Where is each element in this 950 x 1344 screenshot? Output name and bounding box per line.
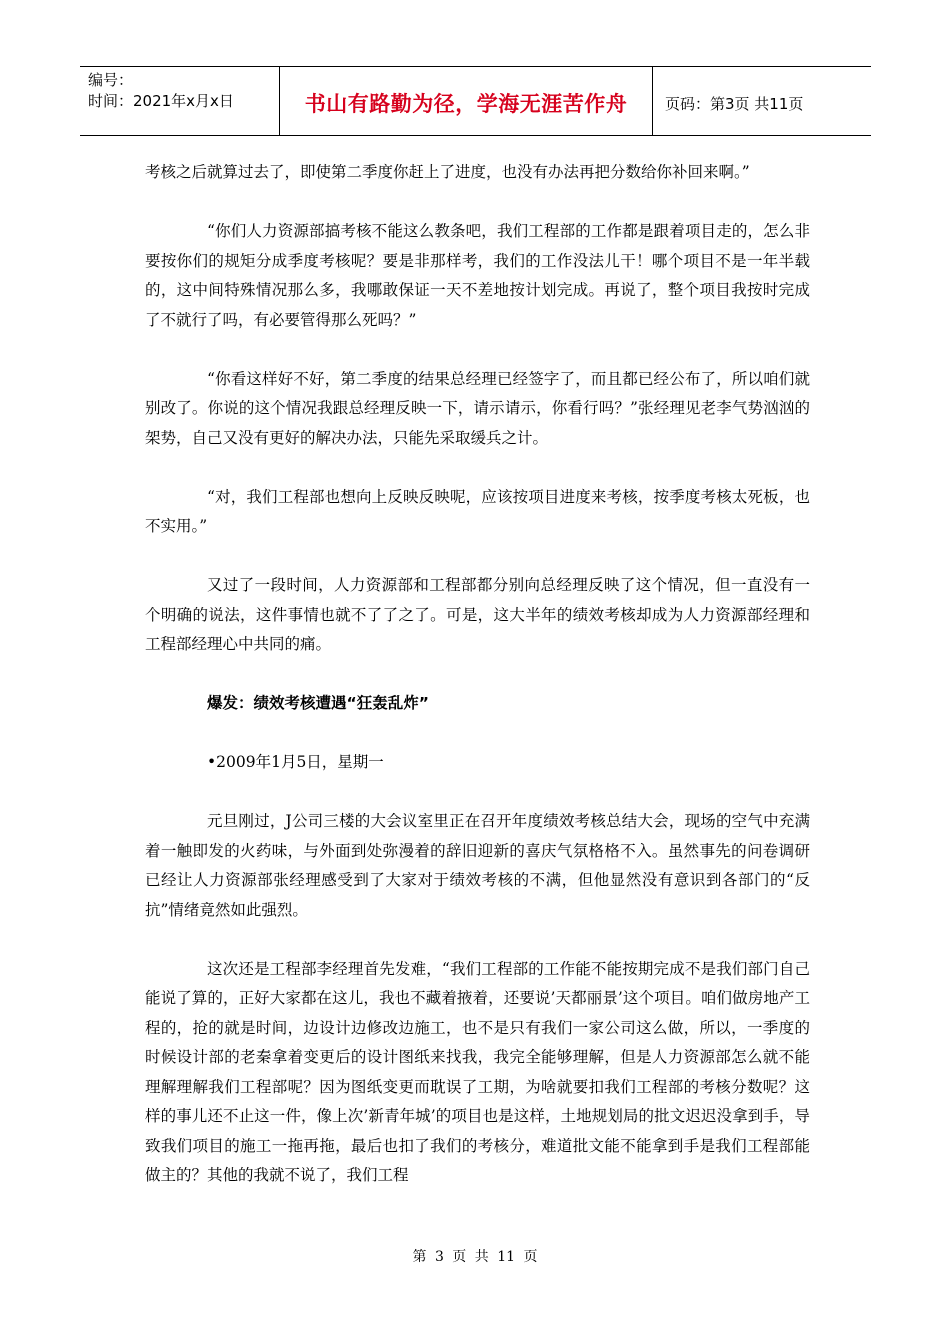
paragraph: 又过了一段时间，人力资源部和工程部都分别向总经理反映了这个情况，但一直没有一个明确的说法，这件事情也就不了了之了。可是，这大半年的绩效考核却成为人力资源部经理和工程部经理心中共同的痛。 [145, 576, 810, 653]
section-heading: 爆发：绩效考核遭遇“狂轰乱炸” [207, 694, 429, 712]
paragraph: 这次还是工程部李经理首先发难，“我们工程部的工作能不能按期完成不是我们部门自己能说了算的，正好大家都在这儿，我也不藏着掖着，还要说’天都丽景’这个项目。咱们做房地产工程的，抢的就是时间，边设计边修改边施工，也不是只有我们一家公司这么做，所以，一季度的时候设计部的老秦拿着变更后的设计图纸来找我，我完全能够理解，但是人力资源部怎么就不能理解理解我们工程部呢？因为图纸变更而耽误了工期，为啥就要扣我们工程部的考核分数呢？这样的事儿还不止这一件，像上次’新青年城’的项目也是这样，土地规划局的批文迟迟没拿到手，导致我们项目的施工一拖再拖，最后也扣了我们的考核分，难道批文能不能拿到手是我们工程部能做主的？其他的我就不说了，我们工程 [145, 959, 810, 1184]
date-line: •2009年1月5日，星期一 [207, 753, 384, 771]
document-body [145, 158, 810, 1220]
header-motto: 书山有路勤为径，学海无涯苦作舟 [280, 67, 653, 135]
paragraph: 元旦刚过，J公司三楼的大会议室里正在召开年度绩效考核总结大会，现场的空气中充满着一触即发的火药味，与外面到处弥漫着的辞旧迎新的喜庆气氛格格不入。虽然事先的问卷调研已经让人力资源部张经理感受到了大家对于绩效考核的不满，但他显然没有意识到各部门的“反抗”情绪竟然如此强烈。 [145, 812, 810, 919]
time-label: 时间：2021年x月x日 [88, 92, 234, 110]
paragraph: “你们人力资源部搞考核不能这么教条吧，我们工程部的工作都是跟着项目走的，怎么非要按你们的规矩分成季度考核呢？要是非那样考，我们的工作没法儿干！哪个项目不是一年半载的，这中间特殊情况那么多，我哪敢保证一天不差地按计划完成。再说了，整个项目我按时完成了不就行了吗，有必要管得那么死吗？” [145, 222, 810, 329]
page-footer: 第 3 页 共 11 页 [412, 1249, 538, 1265]
header-page-number: 页码：第3页 共11页 [665, 94, 804, 113]
paragraph-continuation: 考核之后就算过去了，即使第二季度你赶上了进度，也没有办法再把分数给你补回来啊。” [145, 163, 750, 181]
page-header [80, 66, 871, 136]
serial-number-label: 编号： [88, 71, 134, 89]
paragraph: “对，我们工程部也想向上反映反映呢，应该按项目进度来考核，按季度考核太死板，也不实用。” [145, 487, 810, 535]
header-meta [80, 67, 280, 135]
paragraph: “你看这样好不好，第二季度的结果总经理已经签字了，而且都已经公布了，所以咱们就别改了。你说的这个情况我跟总经理反映一下，请示请示，你看行吗？”张经理见老李气势汹汹的架势，自己又没有更好的解决办法，只能先采取缓兵之计。 [145, 369, 810, 447]
